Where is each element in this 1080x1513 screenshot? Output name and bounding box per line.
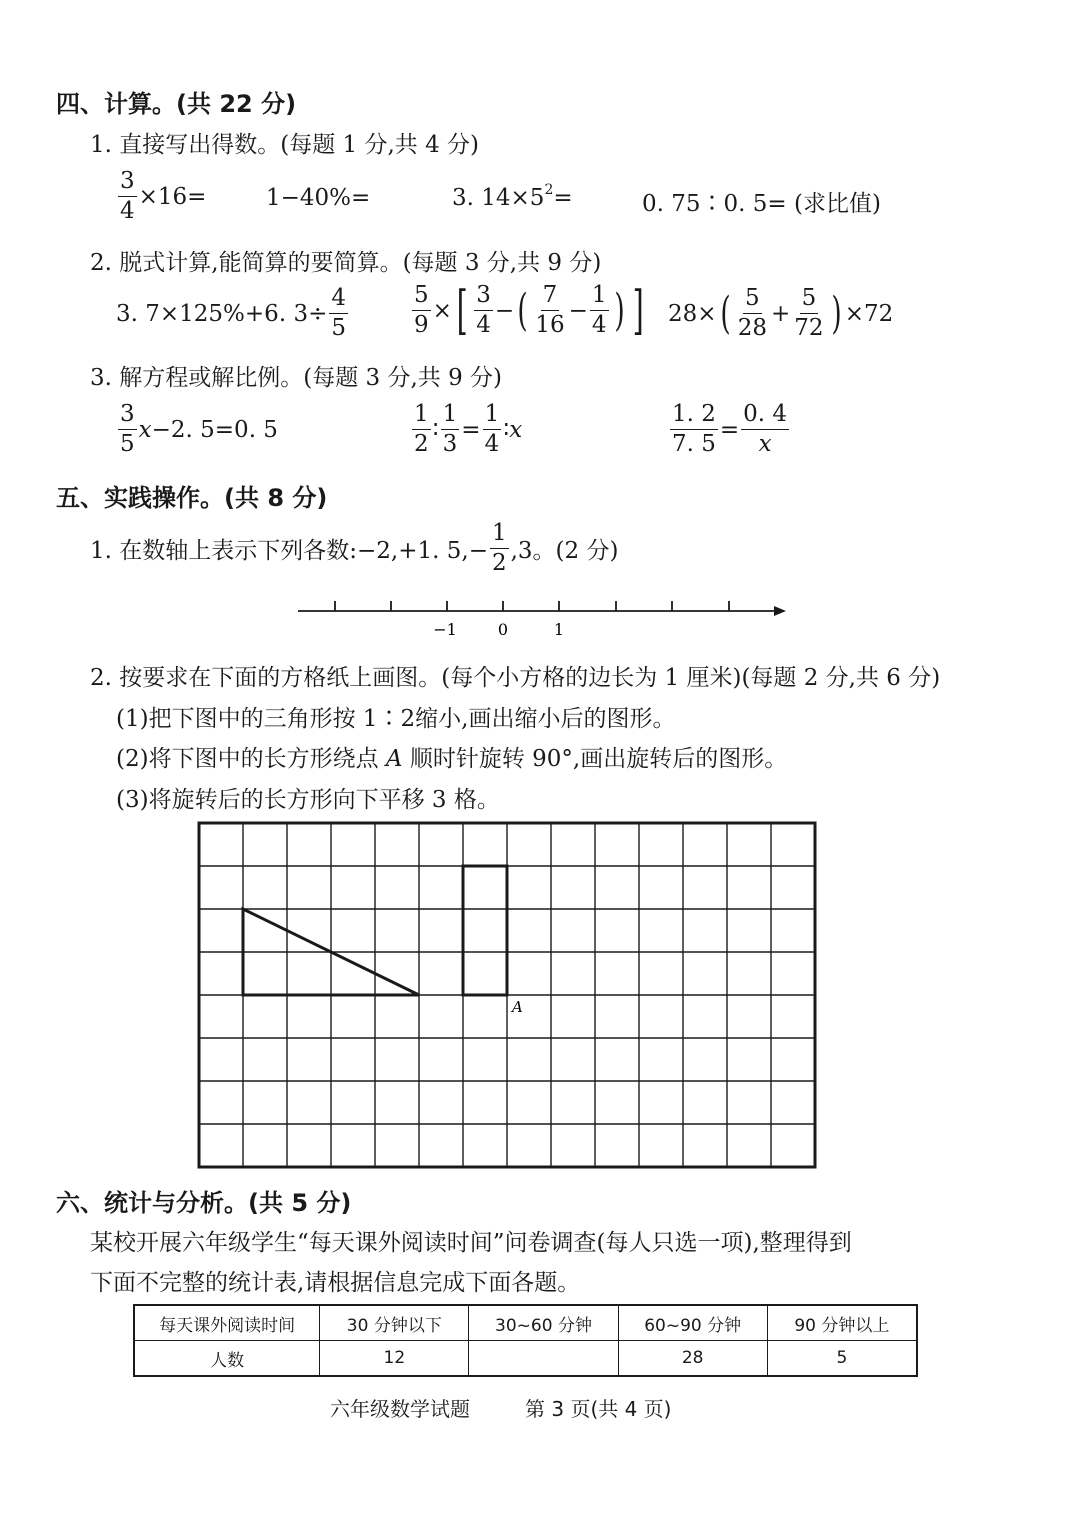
table-header-cell: 60~90 分钟: [618, 1305, 767, 1341]
fraction: $\frac{3}{4}$: [120, 168, 135, 224]
table-cell: 人数: [134, 1341, 320, 1377]
q4-2-expr-1: 3. 7×125%+6. 3÷ $\frac{4}{5}$: [116, 285, 346, 341]
section-6-title: 六、统计与分析。(共 5 分): [56, 1189, 352, 1217]
table-cell-blank: [469, 1341, 618, 1377]
right-paren: ): [613, 284, 625, 336]
s6-intro-line-2: 下面不完整的统计表,请根据信息完成下面各题。: [90, 1270, 581, 1296]
q4-1-expr-4: 0. 75∶0. 5= (求比值): [642, 191, 881, 217]
table-cell: 5: [767, 1341, 917, 1377]
q4-3-expr-3: $\frac{1. 2}{7. 5}$ = $\frac{0. 4}{x}$: [672, 401, 788, 457]
table-header-cell: 30~60 分钟: [469, 1305, 618, 1341]
q4-2-expr-2: $\frac{5}{9}$ × [ $\frac{3}{4}$ − ( $\frac{7}{16}$ − $\frac{1}{4}$ ) ]: [414, 280, 644, 341]
left-paren: (: [517, 284, 528, 336]
q4-1-title: 1. 直接写出得数。(每题 1 分,共 4 分): [90, 132, 480, 158]
axis-label-neg1: −1: [433, 620, 457, 639]
left-bracket: [: [456, 280, 468, 341]
q5-1-title: 1. 在数轴上表示下列各数:−2,+1. 5,− $\frac{1}{2}$ ,3。(2 分): [90, 520, 619, 576]
section-5-title: 五、实践操作。(共 8 分): [56, 484, 328, 512]
q4-3-title: 3. 解方程或解比例。(每题 3 分,共 9 分): [90, 365, 503, 391]
footer-subject: 六年级数学试题: [330, 1397, 470, 1421]
footer-page-number: 第 3 页(共 4 页): [525, 1397, 672, 1421]
table-header-cell: 30 分钟以下: [320, 1305, 469, 1341]
table-cell: 12: [320, 1341, 469, 1377]
q5-2-part-2: (2)将下图中的长方形绕点 A 顺时针旋转 90°,画出旋转后的图形。: [116, 746, 788, 772]
number-line: [290, 595, 800, 645]
q4-1-expr-2: 1−40%=: [266, 185, 371, 211]
section-4-title: 四、计算。(共 22 分): [56, 90, 297, 118]
q4-3-expr-2: $\frac{1}{2}$ ∶ $\frac{1}{3}$ = $\frac{1}{4}$ ∶ x: [414, 401, 523, 457]
table-header-cell: 每天课外阅读时间: [134, 1305, 320, 1341]
q4-1-expr-3: 3. 14×5 $^2$ =: [452, 182, 573, 211]
q5-2-part-1: (1)把下图中的三角形按 1∶2缩小,画出缩小后的图形。: [116, 706, 676, 732]
rectangle-shape: [463, 866, 507, 995]
q4-2-title: 2. 脱式计算,能简算的要简算。(每题 3 分,共 9 分): [90, 250, 602, 276]
q4-1-expr-1: $\frac{3}{4}$ ×16=: [120, 168, 207, 224]
fraction: $\frac{4}{5}$: [331, 285, 346, 341]
axis-label-1: 1: [553, 620, 565, 639]
reading-time-table: [133, 1304, 918, 1377]
q4-2-expr-3: 28× ( $\frac{5}{28}$ + $\frac{5}{72}$ ) ×72: [668, 285, 894, 341]
table-row: [134, 1341, 917, 1377]
table-cell: 28: [618, 1341, 767, 1377]
number-line-ticks: [335, 601, 729, 611]
q5-2-part-3: (3)将旋转后的长方形向下平移 3 格。: [116, 787, 500, 813]
grid-paper: [196, 820, 820, 1170]
table-header-row: [134, 1305, 917, 1341]
s6-intro-line-1: 某校开展六年级学生“每天课外阅读时间”问卷调查(每人只选一项),整理得到: [90, 1230, 852, 1256]
q5-2-title: 2. 按要求在下面的方格纸上画图。(每个小方格的边长为 1 厘米)(每题 2 分,共 6 分): [90, 665, 941, 691]
axis-label-0: 0: [497, 620, 509, 639]
arrow-right-icon: [774, 606, 786, 616]
q4-3-expr-1: $\frac{3}{5}$ x −2. 5=0. 5: [120, 401, 278, 457]
table-header-cell: 90 分钟以上: [767, 1305, 917, 1341]
point-a-label: A: [512, 998, 523, 1016]
right-bracket: ]: [632, 280, 644, 341]
